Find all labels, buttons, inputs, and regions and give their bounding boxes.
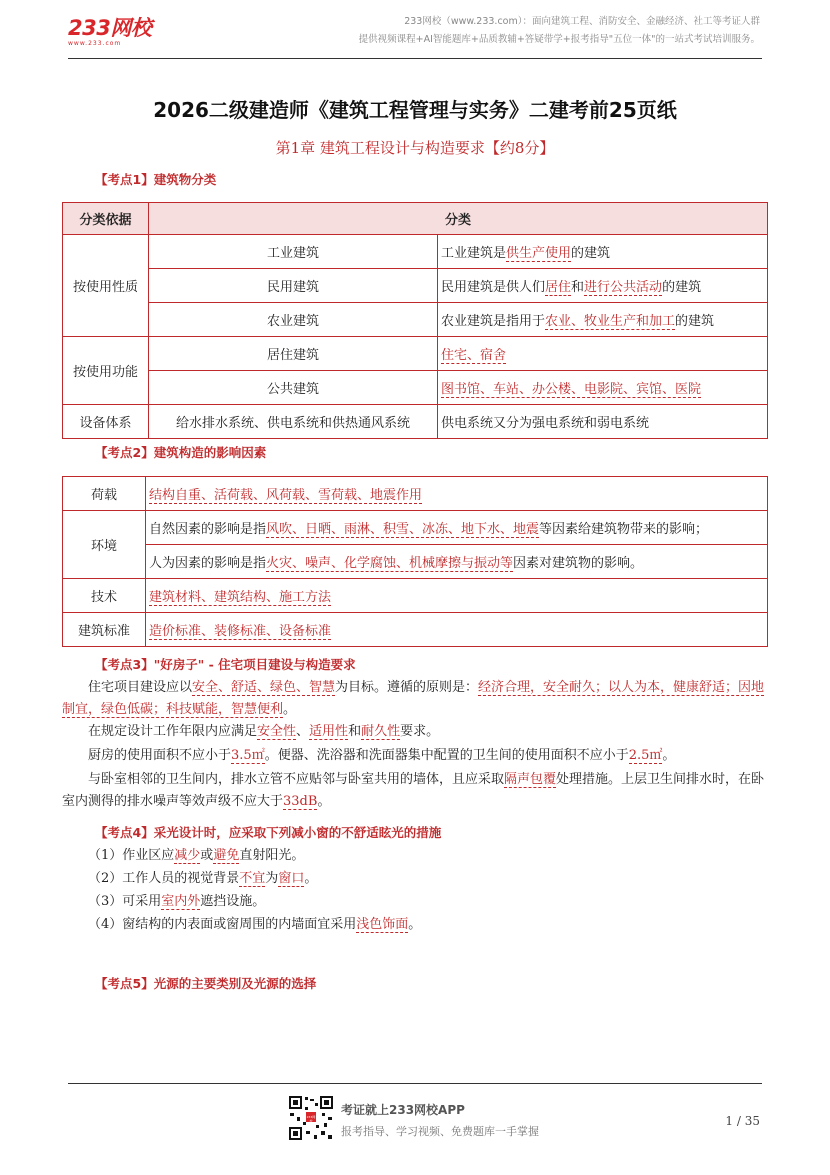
kp4-item-1: （1）作业区应减少或避免直射阳光。 (88, 848, 305, 863)
factor-label: 环境 (63, 511, 146, 579)
header-divider (68, 58, 762, 59)
factor-label: 技术 (63, 579, 146, 613)
row-desc: 图书馆、车站、办公楼、电影院、宾馆、医院 (438, 371, 768, 405)
header-basis: 分类依据 (63, 203, 149, 235)
header-description (320, 13, 760, 49)
page-number: 1 / 35 (725, 1114, 760, 1128)
row-desc: 住宅、宿舍 (438, 337, 768, 371)
chapter-title: 第1章 建筑工程设计与构造要求【约8分】 (275, 139, 555, 157)
table-row (63, 235, 768, 269)
factor-value: 人为因素的影响是指火灾、噪声、化学腐蚀、机械摩擦与振动等因素对建筑物的影响。 (146, 545, 768, 579)
kp4-item-4: （4）窗结构的内表面或窗周围的内墙面宜采用浅色饰面。 (88, 917, 422, 932)
kp3-paragraph-3: 厨房的使用面积不应小于3.5㎡。便器、洗浴器和洗面器集中配置的卫生间的使用面积不应小于2.5㎡。 (88, 748, 676, 763)
kp3-paragraph-2: 在规定设计工作年限内应满足安全性、适用性和耐久性要求。 (88, 724, 440, 739)
footer-divider (68, 1083, 762, 1084)
row-desc: 农业建筑是指用于农业、牧业生产和加工的建筑 (438, 303, 768, 337)
table-header-row (63, 203, 768, 235)
table-row (63, 613, 768, 647)
footer-app-subtitle: 报考指导、学习视频、免费题库一手掌握 (341, 1125, 539, 1138)
kp4-heading: 【考点4】采光设计时，应采取下列减小窗的不舒适眩光的措施 (95, 825, 442, 840)
row-name: 民用建筑 (149, 269, 438, 303)
table-row (63, 477, 768, 511)
table-row (63, 579, 768, 613)
header-class: 分类 (149, 203, 768, 235)
construction-factors-table (62, 476, 768, 647)
building-classification-table (62, 202, 768, 439)
kp1-heading: 【考点1】建筑物分类 (95, 172, 217, 187)
row-name: 居住建筑 (149, 337, 438, 371)
group-label-use-function: 按使用功能 (63, 337, 149, 405)
table-row (63, 511, 768, 545)
group-label-equipment: 设备体系 (63, 405, 149, 439)
kp3-paragraph-4: 与卧室相邻的卫生间内，排水立管不应贴邻与卧室共用的墙体，且应采取隔声包覆处理措施。上层卫生间排水时，在卧室内测得的排水噪声等效声级不应大于33dB。 (62, 772, 765, 809)
kp3-heading: 【考点3】"好房子" - 住宅项目建设与构造要求 (95, 657, 356, 672)
kp5-heading: 【考点5】光源的主要类别及光源的选择 (95, 976, 317, 991)
logo (68, 12, 151, 47)
logo-text: 233网校 (68, 16, 152, 40)
footer-app-title: 考证就上233网校APP (341, 1103, 465, 1117)
document-title: 2026二级建造师《建筑工程管理与实务》二建考前25页纸 (153, 98, 677, 122)
factor-value: 造价标准、装修标准、设备标准 (146, 613, 768, 647)
table-row (63, 303, 768, 337)
group-label-use-nature: 按使用性质 (63, 235, 149, 337)
page-header (0, 0, 830, 60)
factor-value: 自然因素的影响是指风吹、日晒、雨淋、积雪、冰冻、地下水、地震等因素给建筑物带来的影响； (146, 511, 768, 545)
row-name: 农业建筑 (149, 303, 438, 337)
header-desc-line1: 233网校（www.233.com）：面向建筑工程、消防安全、金融经济、社工等考证人群 (404, 16, 760, 27)
factor-value: 结构自重、活荷载、风荷载、雪荷载、地震作用 (146, 477, 768, 511)
logo-url: www.233.com (68, 40, 122, 47)
qr-badge: 233网校 (306, 1115, 316, 1123)
factor-value: 建筑材料、建筑结构、施工方法 (146, 579, 768, 613)
factor-label: 荷载 (63, 477, 146, 511)
row-name: 工业建筑 (149, 235, 438, 269)
table-row (63, 371, 768, 405)
kp2-heading: 【考点2】建筑构造的影响因素 (95, 445, 267, 460)
row-name: 给水排水系统、供电系统和供热通风系统 (149, 405, 438, 439)
kp4-item-2: （2）工作人员的视觉背景不宜为窗口。 (88, 871, 318, 886)
row-desc: 工业建筑是供生产使用的建筑 (438, 235, 768, 269)
row-name: 公共建筑 (149, 371, 438, 405)
table-row (63, 337, 768, 371)
table-row (63, 545, 768, 579)
row-desc: 供电系统又分为强电系统和弱电系统 (438, 405, 768, 439)
kp4-item-3: （3）可采用室内外遮挡设施。 (88, 894, 266, 909)
factor-label: 建筑标准 (63, 613, 146, 647)
header-desc-line2: 提供视频课程+AI智能题库+品质教辅+答疑带学+报考指导"五位一体"的一站式考试培训服务。 (358, 34, 760, 45)
qr-code (288, 1095, 334, 1141)
table-row (63, 269, 768, 303)
kp3-paragraph-1: 住宅项目建设应以安全、舒适、绿色、智慧为目标。遵循的原则是：经济合理，安全耐久；以人为本，健康舒适；因地制宜，绿色低碳；科技赋能，智慧便利。 (62, 680, 765, 717)
table-row (63, 405, 768, 439)
row-desc: 民用建筑是供人们居住和进行公共活动的建筑 (438, 269, 768, 303)
